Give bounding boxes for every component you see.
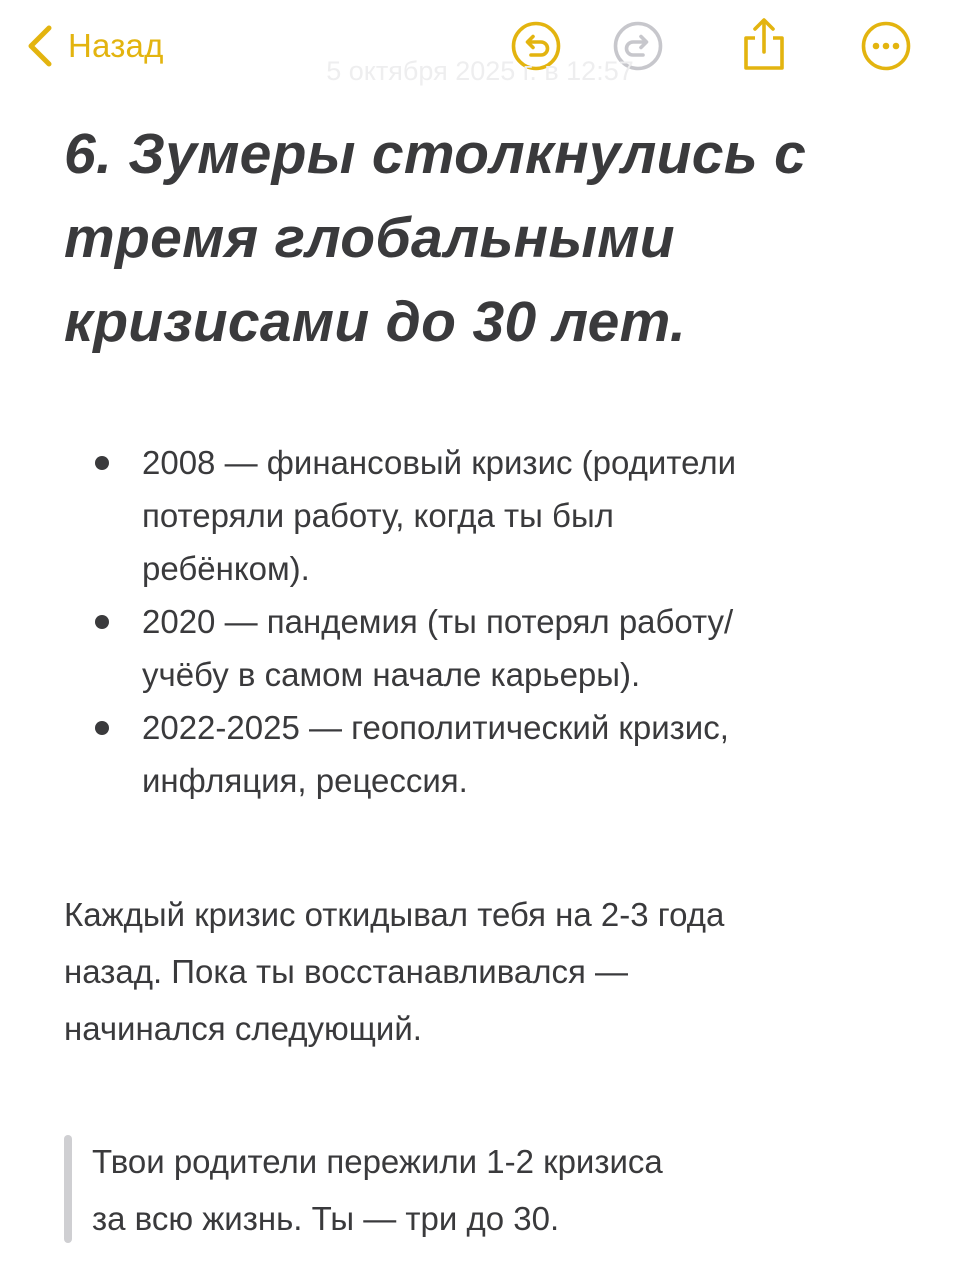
list-item-line: 2008 — финансовый кризис (родители — [142, 444, 737, 481]
list-item — [64, 701, 914, 807]
note-date: 5 октября 2025 г. в 12:57 — [326, 56, 634, 86]
list-item-line: инфляция, рецессия. — [142, 762, 468, 799]
paragraph-line: Каждый кризис откидывал тебя на 2-3 года — [64, 896, 725, 933]
quote-bar — [64, 1135, 72, 1243]
back-label: Назад — [68, 27, 164, 64]
list-item-line: 2022-2025 — геополитический кризис, — [142, 709, 729, 746]
bullet-dot — [95, 456, 109, 470]
title-line: тремя глобальными — [64, 206, 675, 270]
paragraph-line: назад. Пока ты восстанавливался — — [64, 953, 628, 990]
list-item — [64, 595, 914, 701]
title-line: кризисами до 30 лет. — [64, 290, 686, 354]
bullet-dot — [95, 721, 109, 735]
bullet-dot — [95, 615, 109, 629]
list-item — [64, 436, 914, 595]
paragraph-line: начинался следующий. — [64, 1010, 422, 1047]
list-item-line: ребёнком). — [142, 550, 310, 587]
list-item-line: потеряли работу, когда ты был — [142, 497, 614, 534]
note-title — [64, 112, 914, 364]
body-paragraph — [64, 886, 914, 1057]
list-item-line: 2020 — пандемия (ты потерял работу/ — [142, 603, 734, 640]
block-quote — [64, 1133, 914, 1247]
quote-line: Твои родители пережили 1-2 кризиса — [92, 1143, 663, 1180]
bullet-list — [64, 436, 914, 807]
note-body[interactable] — [64, 112, 914, 1247]
list-item-line: учёбу в самом начале карьеры). — [142, 656, 641, 693]
title-line: 6. Зумеры столкнулись с — [64, 122, 807, 186]
quote-line: за всю жизнь. Ты — три до 30. — [92, 1200, 560, 1237]
